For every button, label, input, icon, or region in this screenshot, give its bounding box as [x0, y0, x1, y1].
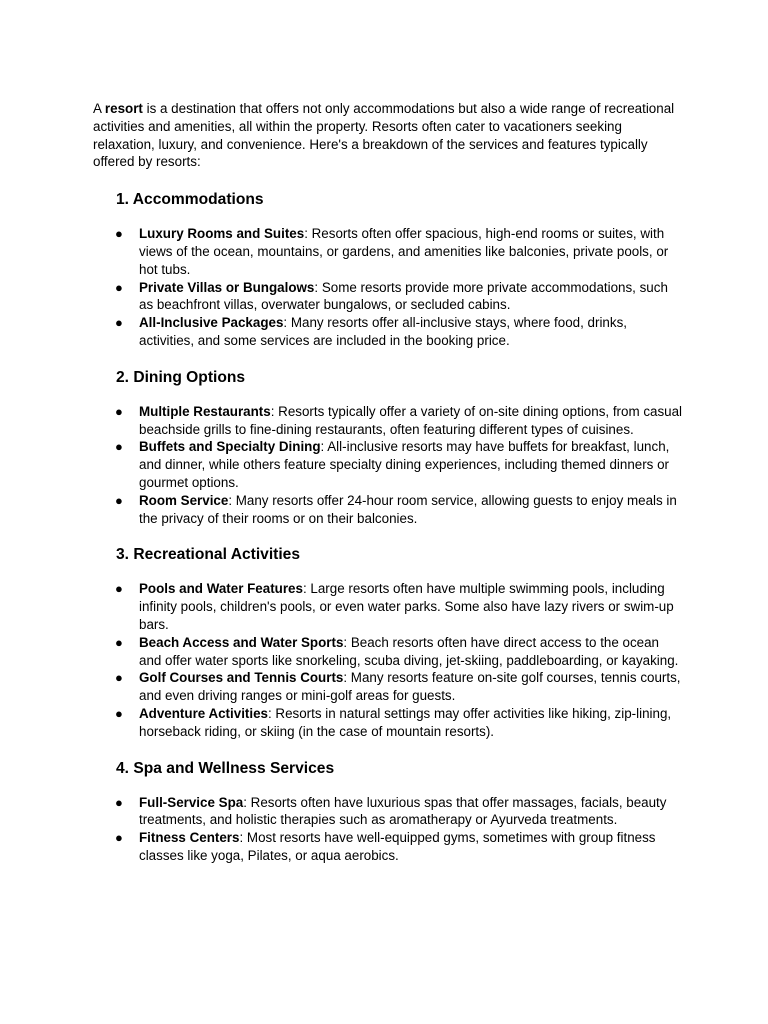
- item-text: : Most resorts have well-equipped gyms, sometimes with group fitness classes like yoga, Pilates, or aqua aerobics.: [139, 830, 656, 863]
- section-heading-accommodations: 1. Accommodations: [116, 191, 264, 209]
- intro-paragraph: [93, 100, 683, 171]
- list-item: [93, 794, 683, 830]
- list-item: [93, 829, 683, 865]
- item-term: Multiple Restaurants: [139, 403, 271, 419]
- intro-prefix: A: [93, 101, 105, 116]
- section-heading-recreational: 3. Recreational Activities: [116, 546, 301, 564]
- item-term: Private Villas or Bungalows: [139, 279, 315, 295]
- list-item: [93, 438, 683, 491]
- item-text: : Resorts typically offer a variety of on-site dining options, from casual beachside grills to fine-dining restaurants, often featuring different types of cuisines.: [139, 403, 683, 437]
- bullet-icon: ●: [115, 226, 123, 242]
- item-term: Buffets and Specialty Dining: [139, 439, 321, 455]
- item-text: : Many resorts offer all-inclusive stays, where food, drinks, activities, and some services are included in the booking price.: [139, 315, 627, 348]
- item-term: All-Inclusive Packages: [139, 315, 284, 331]
- item-term: Golf Courses and Tennis Courts: [139, 670, 344, 686]
- item-term: Beach Access and Water Sports: [139, 634, 344, 650]
- bullet-icon: ●: [115, 634, 123, 650]
- list-item: [93, 705, 683, 741]
- bullet-icon: ●: [115, 315, 123, 331]
- item-term: Adventure Activities: [139, 705, 268, 721]
- list-item: [93, 492, 683, 528]
- item-text: : Resorts in natural settings may offer activities like hiking, zip-lining, horseback riding, or skiing (in the case of mountain resorts).: [139, 705, 672, 739]
- item-text: : Large resorts often have multiple swimming pools, including infinity pools, children's pools, or even water parks. Some also have lazy rivers or swim-up bars.: [139, 581, 674, 632]
- section-list-accommodations: [93, 225, 683, 350]
- item-text: : Resorts often offer spacious, high-end rooms or suites, with views of the ocean, mountains, or gardens, and amenities like balconies, private pools, or hot tubs.: [139, 226, 669, 277]
- list-item: [93, 403, 683, 439]
- item-text: : All-inclusive resorts may have buffets for breakfast, lunch, and dinner, while others feature specialty dining experiences, including themed dinners or gourmet options.: [139, 439, 670, 490]
- bullet-icon: ●: [115, 705, 123, 721]
- section-heading-spa: 4. Spa and Wellness Services: [116, 759, 335, 777]
- item-text: : Many resorts feature on-site golf courses, tennis courts, and even driving ranges or mini-golf areas for guests.: [139, 670, 681, 704]
- document-page: [93, 100, 683, 865]
- section-heading-dining: 2. Dining Options: [116, 368, 246, 386]
- intro-text: is a destination that offers not only accommodations but also a wide range of recreational activities and amenities, all within the property. Resorts often cater to vacationers seeking relaxation, luxury, and convenience. Here's a breakdown of the services and features typically offered by resorts:: [93, 101, 675, 170]
- bullet-icon: ●: [115, 403, 123, 419]
- list-item: [93, 669, 683, 705]
- bullet-icon: ●: [115, 492, 123, 508]
- bullet-icon: ●: [115, 279, 123, 295]
- bullet-icon: ●: [115, 830, 123, 846]
- bullet-icon: ●: [115, 581, 123, 597]
- section-list-spa: [93, 794, 683, 865]
- bullet-icon: ●: [115, 670, 123, 686]
- item-text: : Many resorts offer 24-hour room service, allowing guests to enjoy meals in the privacy of their rooms or on their balconies.: [139, 492, 677, 526]
- item-term: Full-Service Spa: [139, 794, 244, 810]
- intro-term: resort: [104, 101, 143, 116]
- bullet-icon: ●: [115, 794, 123, 810]
- section-list-dining: [93, 403, 683, 528]
- list-item: [93, 634, 683, 670]
- list-item: [93, 580, 683, 633]
- list-item: [93, 279, 683, 315]
- list-item: [93, 225, 683, 278]
- bullet-icon: ●: [115, 439, 123, 455]
- item-term: Fitness Centers: [139, 830, 240, 846]
- item-term: Room Service: [139, 492, 229, 508]
- section-list-recreational: [93, 580, 683, 740]
- item-text: : Some resorts provide more private accommodations, such as beachfront villas, overwater bungalows, or secluded cabins.: [139, 279, 668, 313]
- list-item: [93, 314, 683, 350]
- item-text: : Resorts often have luxurious spas that offer massages, facials, beauty treatments, and holistic therapies such as aromatherapy or Ayurveda treatments.: [139, 794, 667, 828]
- item-term: Pools and Water Features: [139, 581, 303, 597]
- item-text: : Beach resorts often have direct access to the ocean and offer water sports like snorkeling, scuba diving, jet-skiing, paddleboarding, or kayaking.: [139, 634, 679, 668]
- item-term: Luxury Rooms and Suites: [139, 226, 305, 242]
